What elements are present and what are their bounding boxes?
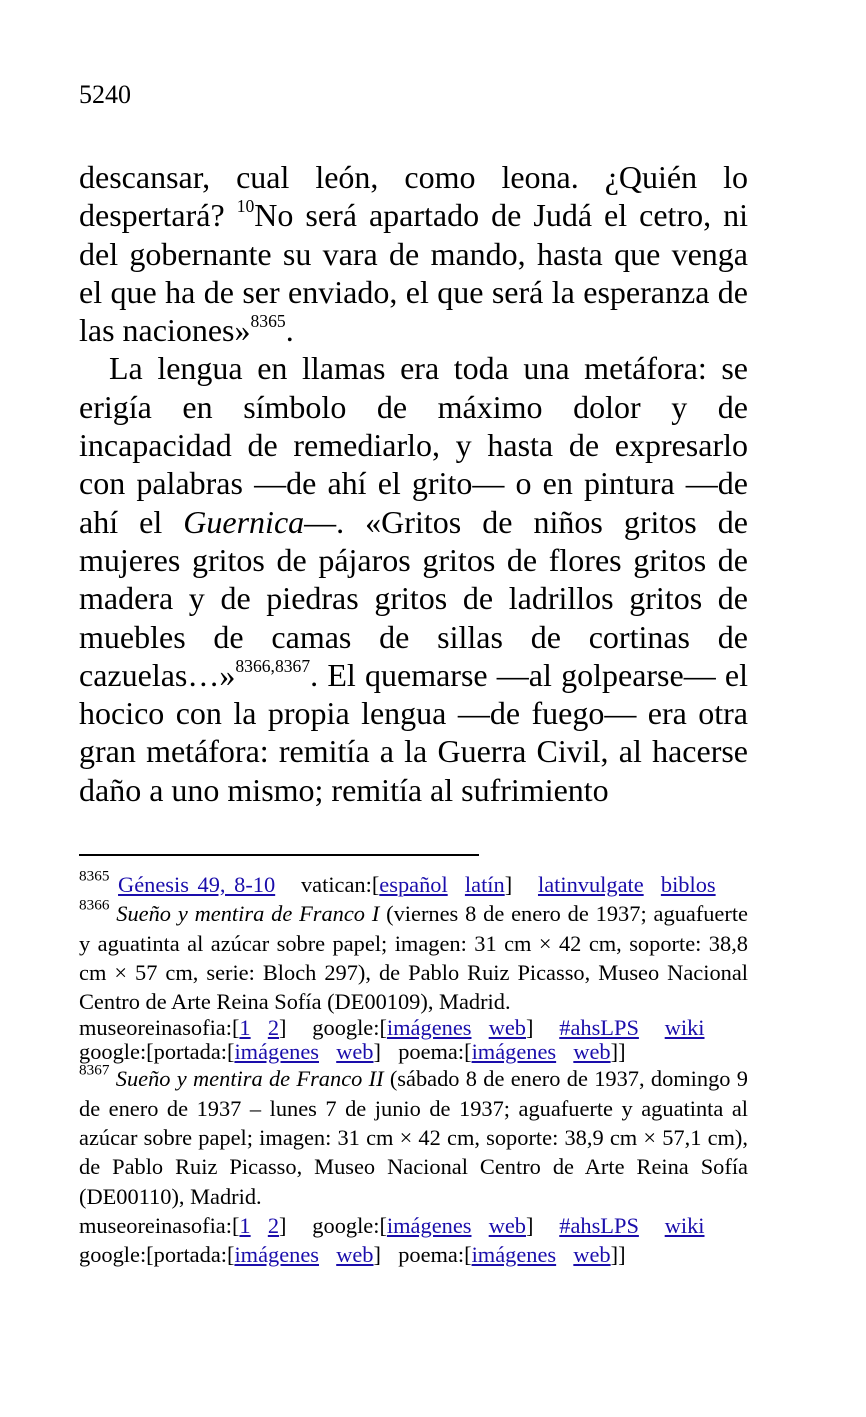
poema-web-link[interactable]: web bbox=[573, 1242, 611, 1268]
museo-link-2[interactable]: 2 bbox=[267, 1212, 280, 1238]
footnote-8365: $^{8365}$ Génesis 49, 8-10 vatican:[español latín] latinvulgate biblos bbox=[79, 867, 716, 897]
footnote-8366: $^{8366}$ Sueño y mentira de Franco I (viernes 8 de enero de 1937; aguafuerte y aguatinta al azúcar sobre papel; imagen: 31 cm × 42 cm, soporte: 38,8 cm × 57 cm, serie: Bloch 297), de Pablo Ruiz Picasso, Museo Nacional Centro de Arte Reina Sofía (DE00109), Madrid. bbox=[79, 896, 748, 1015]
museo-link-1[interactable]: 1 bbox=[239, 1015, 251, 1041]
portada-web-link[interactable]: web bbox=[336, 1039, 374, 1065]
ahslps-link[interactable]: #ahsLPS bbox=[559, 1212, 639, 1238]
poema-images-link[interactable]: imágenes bbox=[471, 1039, 557, 1065]
biblos-link[interactable]: biblos bbox=[660, 872, 716, 897]
main-text bbox=[79, 158, 748, 809]
museo-link-1[interactable]: 1 bbox=[239, 1212, 251, 1238]
paragraph: La lengua en llamas era toda una metáfora: se erigía en símbolo de máximo dolor y de incapacidad de remediarlo, y hasta de expresarlo con palabras —de ahí el grito— o en pintura —de ahí el Guernica—. «Gritos de niños gritos de mujeres gritos de pájaros gritos de flores gritos de madera y de piedras gritos de ladrillos gritos de muebles de camas de sillas de cortinas de cazuelas…»$^{8366,8367}$. El quemarse —al golpearse— el hocico con la propia lengua —de fuego— era otra gran metáfora: remitía a la Guerra Civil, al hacerse daño a uno mismo; remitía al sufrimiento bbox=[79, 350, 749, 808]
portada-images-link[interactable]: imágenes bbox=[234, 1242, 319, 1268]
poema-web-link[interactable]: web bbox=[573, 1039, 611, 1065]
paragraph: descansar, cual león, como leona. ¿Quién lo despertará? $^{10}$No será apartado de Judá el cetro, ni del gobernante su vara de mando, hasta que venga el que ha de ser enviado, el que será la esperanza de las naciones»$^{8365}$. bbox=[79, 159, 749, 349]
footnote-8367-links: museoreinasofia:[1 2] google:[imágenes web] #ahsLPS wiki google:[portada:[imágenes web] poema:[imágenes web]] bbox=[79, 1212, 705, 1268]
latin-link[interactable]: latín bbox=[464, 872, 505, 897]
footnote-8367: $^{8367}$ Sueño y mentira de Franco II (sábado 8 de enero de 1937, domingo 9 de enero de 1937 – lunes 7 de junio de 1937; aguafuerte y aguatinta al azúcar sobre papel; imagen: 31 cm × 42 cm, soporte: 38,9 cm × 57,1 cm), de Pablo Ruiz Picasso, Museo Nacional Centro de Arte Reina Sofía (DE00110), Madrid. bbox=[79, 1062, 748, 1209]
portada-images-link[interactable]: imágenes bbox=[234, 1039, 319, 1065]
wiki-link[interactable]: wiki bbox=[664, 1015, 705, 1041]
google-images-link[interactable]: imágenes bbox=[386, 1212, 472, 1238]
poema-images-link[interactable]: imágenes bbox=[471, 1242, 557, 1268]
footnote-8366-links: museoreinasofia:[1 2] google:[imágenes web] #ahsLPS wiki google:[portada:[imágenes web] poema:[imágenes web]] bbox=[79, 1015, 705, 1065]
ahslps-link[interactable]: #ahsLPS bbox=[559, 1015, 639, 1041]
google-web-link[interactable]: web bbox=[488, 1212, 526, 1238]
google-web-link[interactable]: web bbox=[488, 1015, 526, 1041]
verse-number: 10 bbox=[236, 196, 255, 217]
portada-web-link[interactable]: web bbox=[336, 1242, 374, 1268]
genesis-link[interactable]: Génesis 49, 8-10 bbox=[118, 872, 276, 897]
museo-link-2[interactable]: 2 bbox=[267, 1015, 280, 1041]
latinvulgate-link[interactable]: latinvulgate bbox=[537, 872, 644, 897]
footnote-divider bbox=[79, 854, 479, 856]
footnote-ref[interactable]: 8365 bbox=[250, 311, 286, 332]
footnote-ref[interactable]: 8366,8367 bbox=[235, 655, 311, 676]
wiki-link[interactable]: wiki bbox=[664, 1212, 705, 1238]
espanol-link[interactable]: español bbox=[379, 872, 448, 897]
google-images-link[interactable]: imágenes bbox=[386, 1015, 472, 1041]
page-number: 5240 bbox=[79, 80, 131, 109]
footnotes bbox=[79, 867, 748, 1270]
